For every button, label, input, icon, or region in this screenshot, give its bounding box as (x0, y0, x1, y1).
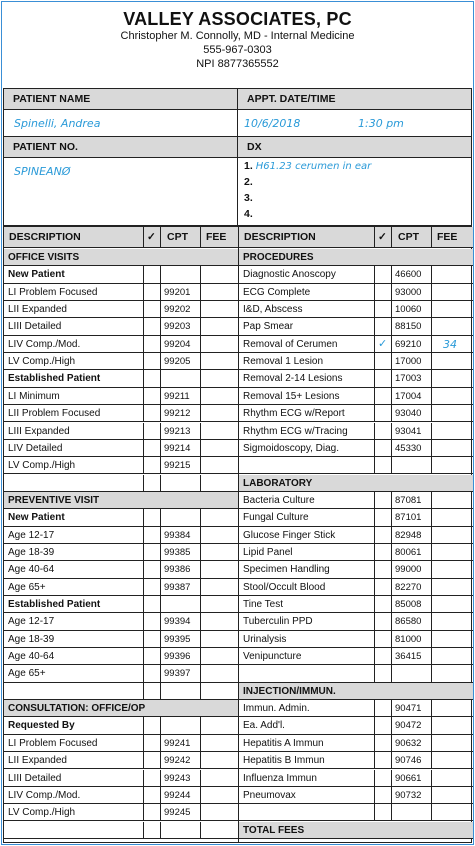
code-row[interactable] (239, 631, 473, 648)
row-description: LII Expanded (8, 755, 67, 767)
row-cpt: 17000 (395, 356, 422, 368)
code-row[interactable] (4, 405, 238, 422)
row-description: PROCEDURES (243, 252, 314, 263)
code-row[interactable] (239, 423, 473, 440)
code-row[interactable] (239, 266, 473, 283)
row-cpt: 93041 (395, 425, 422, 437)
dx-text: H61.23 cerumen in ear (255, 161, 372, 172)
code-row[interactable] (4, 318, 238, 335)
practice-npi: NPI 8877365552 (196, 58, 279, 70)
row-description: LI Minimum (8, 390, 60, 402)
section-header (239, 822, 473, 839)
code-row[interactable] (239, 648, 473, 665)
code-row[interactable] (239, 284, 473, 301)
row-description: Age 40-64 (8, 651, 55, 663)
row-cpt: 99214 (164, 442, 191, 454)
row-description: LI Problem Focused (8, 286, 98, 298)
row-description: Age 18-39 (8, 546, 55, 558)
dx-line[interactable] (244, 160, 371, 176)
practice-name: VALLEY ASSOCIATES, PC (123, 9, 352, 29)
code-row[interactable] (239, 770, 473, 787)
row-description: LIV Comp./Mod. (8, 338, 81, 350)
row-cpt: 85008 (395, 599, 422, 610)
doctor-name: Christopher M. Connolly, MD - Internal Medicine (120, 30, 355, 42)
row-description: TOTAL FEES (243, 824, 305, 836)
dx-number: 1. (244, 160, 253, 172)
dx-label: DX (238, 137, 471, 157)
row-cpt: 69210 (395, 338, 422, 350)
row-cpt: 87101 (395, 512, 422, 524)
code-row[interactable] (239, 492, 473, 509)
appt-label: APPT. DATE/TIME (238, 89, 471, 109)
code-row[interactable] (239, 561, 473, 578)
row-description: Removal of Cerumen (243, 338, 338, 350)
row-description: LIII Detailed (8, 321, 62, 333)
patient-no-label: PATIENT NO. (4, 137, 237, 157)
row-cpt: 99201 (164, 286, 191, 298)
code-row[interactable] (4, 822, 238, 839)
row-description: Removal 2-14 Lesions (243, 373, 343, 385)
code-row[interactable] (239, 717, 473, 734)
code-row[interactable] (4, 561, 238, 578)
row-cpt: 45330 (395, 442, 422, 454)
code-row[interactable] (239, 527, 473, 544)
row-description: Urinalysis (243, 633, 287, 645)
code-row[interactable] (4, 388, 238, 405)
row-description: Ea. Add'l. (243, 720, 285, 732)
row-description: Immun. Admin. (243, 703, 310, 715)
code-row[interactable] (239, 804, 473, 821)
row-description: Rhythm ECG w/Tracing (243, 425, 348, 437)
row-description: Lipid Panel (243, 546, 293, 558)
code-row[interactable] (239, 544, 473, 561)
row-cpt: 99397 (164, 668, 191, 680)
row-fee[interactable]: 34 (443, 337, 457, 351)
row-cpt: 99394 (164, 616, 191, 628)
row-cpt: 99215 (164, 460, 191, 472)
row-description: Tine Test (243, 599, 284, 610)
appt-time-value[interactable]: 1:30 pm (358, 117, 404, 130)
row-description: Tuberculin PPD (243, 616, 313, 628)
codes-grid (3, 226, 472, 843)
row-description: Age 40-64 (8, 564, 55, 576)
code-row (4, 266, 238, 283)
column-header (239, 227, 473, 248)
row-description: I&D, Abscess (243, 304, 303, 316)
row-description: Rhythm ECG w/Report (243, 408, 345, 420)
row-description: Bacteria Culture (243, 494, 315, 506)
code-row[interactable] (4, 648, 238, 665)
code-row[interactable] (239, 509, 473, 526)
row-description: LABORATORY (243, 477, 313, 489)
check-mark-icon[interactable]: ✓ (378, 337, 388, 350)
patient-name-value[interactable]: Spinelli, Andrea (14, 117, 101, 130)
code-row (4, 596, 238, 613)
row-cpt: 46600 (395, 269, 422, 281)
code-row[interactable] (4, 440, 238, 457)
code-row[interactable] (4, 284, 238, 301)
header-desc: DESCRIPTION (9, 231, 81, 243)
row-cpt: 17004 (395, 390, 422, 402)
row-cpt: 90472 (395, 720, 422, 732)
header-fee: FEE (206, 231, 227, 243)
code-row[interactable] (4, 770, 238, 787)
row-cpt: 99000 (395, 564, 422, 576)
row-description: Removal 1 Lesion (243, 356, 324, 368)
dx-number: 3. (244, 192, 253, 204)
section-header (239, 249, 473, 266)
dx-number: 4. (244, 208, 253, 220)
row-cpt: 90661 (395, 772, 422, 784)
code-row[interactable] (4, 527, 238, 544)
code-row[interactable] (4, 544, 238, 561)
row-cpt: 82948 (395, 529, 422, 541)
row-description: LIV Comp./Mod. (8, 789, 81, 801)
code-row[interactable] (4, 631, 238, 648)
row-description: CONSULTATION: OFFICE/OP (8, 703, 146, 715)
row-cpt: 99213 (164, 425, 191, 437)
left-column (4, 227, 239, 842)
row-cpt: 99211 (164, 390, 190, 402)
row-description: Sigmoidoscopy, Diag. (243, 442, 339, 454)
code-row[interactable] (239, 665, 473, 682)
row-description: Age 65+ (8, 581, 46, 593)
code-row[interactable] (239, 613, 473, 630)
patient-no-value[interactable]: SPINEANØ (14, 165, 71, 178)
row-cpt: 90632 (395, 737, 422, 749)
row-description: New Patient (8, 269, 65, 281)
row-description: Glucose Finger Stick (243, 529, 336, 541)
header-fee: FEE (437, 231, 458, 243)
dx-line[interactable] (244, 192, 256, 208)
row-cpt: 99384 (164, 529, 191, 541)
row-description: Influenza Immun (243, 772, 317, 784)
row-cpt: 82270 (395, 581, 422, 593)
row-description: Age 12-17 (8, 616, 55, 628)
row-description: Requested By (8, 720, 75, 732)
row-cpt: 17003 (395, 373, 422, 385)
code-row[interactable] (239, 596, 473, 613)
row-description: Diagnostic Anoscopy (243, 269, 336, 281)
code-row[interactable] (4, 613, 238, 630)
row-cpt: 99395 (164, 633, 191, 645)
row-cpt: 87081 (395, 494, 422, 506)
row-description: LV Comp./High (8, 356, 76, 368)
code-row[interactable] (4, 752, 238, 769)
row-description: Pap Smear (243, 321, 294, 333)
row-cpt: 99212 (164, 408, 191, 420)
code-row[interactable] (239, 318, 473, 335)
code-row[interactable] (4, 457, 238, 474)
code-row[interactable] (239, 388, 473, 405)
section-header (4, 492, 238, 509)
code-row[interactable] (4, 423, 238, 440)
section-header (4, 700, 238, 717)
code-row[interactable] (4, 579, 238, 596)
section-header (239, 475, 473, 492)
row-cpt: 99386 (164, 564, 191, 576)
code-row[interactable] (4, 683, 238, 700)
row-description: Removal 15+ Lesions (243, 390, 340, 402)
row-cpt: 99396 (164, 651, 191, 663)
row-description: Fungal Culture (243, 512, 309, 524)
row-description: INJECTION/IMMUN. (243, 685, 336, 697)
code-row[interactable] (239, 405, 473, 422)
code-row[interactable] (239, 457, 473, 474)
code-row (4, 717, 238, 734)
row-cpt: 99242 (164, 755, 191, 767)
row-description: ECG Complete (243, 286, 311, 298)
row-cpt: 81000 (395, 633, 422, 645)
row-cpt: 10060 (395, 304, 422, 316)
row-cpt: 90732 (395, 789, 422, 801)
appt-date-value[interactable]: 10/6/2018 (244, 117, 301, 130)
row-description: New Patient (8, 512, 65, 524)
row-cpt: 86580 (395, 616, 422, 628)
row-description: LI Problem Focused (8, 737, 98, 749)
code-row[interactable] (4, 665, 238, 682)
dx-line[interactable] (244, 208, 256, 224)
code-row[interactable] (239, 700, 473, 717)
row-cpt: 90471 (395, 703, 422, 715)
row-cpt: 36415 (395, 651, 422, 663)
code-row[interactable] (4, 336, 238, 353)
row-description: Hepatitis B Immun (243, 755, 325, 767)
code-row[interactable] (239, 579, 473, 596)
header-check: ✓ (378, 231, 387, 243)
row-description: LIV Detailed (8, 442, 63, 454)
row-cpt: 90746 (395, 755, 422, 767)
header-cpt: CPT (167, 231, 188, 243)
row-description: Hepatitis A Immun (243, 737, 324, 749)
section-header (4, 249, 238, 266)
row-cpt: 99202 (164, 304, 191, 316)
row-description: LIII Expanded (8, 425, 70, 437)
row-description: Established Patient (8, 373, 101, 385)
code-row[interactable] (239, 752, 473, 769)
row-description: Age 12-17 (8, 529, 55, 541)
right-column (239, 227, 473, 842)
code-row[interactable] (4, 735, 238, 752)
code-row[interactable] (239, 787, 473, 804)
row-description: LV Comp./High (8, 460, 76, 472)
row-cpt: 99245 (164, 807, 191, 819)
row-description: Established Patient (8, 599, 101, 610)
code-row[interactable] (239, 440, 473, 457)
code-row[interactable] (4, 353, 238, 370)
code-row[interactable] (4, 301, 238, 318)
row-description: Age 18-39 (8, 633, 55, 645)
code-row[interactable] (239, 735, 473, 752)
row-cpt: 80061 (395, 546, 422, 558)
row-cpt: 99387 (164, 581, 191, 593)
code-row[interactable] (4, 787, 238, 804)
row-description: LIII Detailed (8, 772, 62, 784)
row-cpt: 88150 (395, 321, 422, 333)
row-cpt: 99205 (164, 356, 191, 368)
patient-name-label: PATIENT NAME (4, 89, 237, 109)
row-description: LV Comp./High (8, 807, 76, 819)
row-cpt: 99244 (164, 789, 191, 801)
row-cpt: 99204 (164, 338, 191, 350)
header-check: ✓ (147, 231, 156, 243)
practice-phone: 555-967-0303 (203, 44, 272, 56)
row-description: OFFICE VISITS (8, 252, 80, 263)
row-description: LII Problem Focused (8, 408, 101, 420)
row-description: Pneumovax (243, 789, 296, 801)
row-cpt: 99241 (164, 737, 191, 749)
row-cpt: 99203 (164, 321, 191, 333)
code-row[interactable] (239, 353, 473, 370)
code-row (4, 509, 238, 526)
row-cpt: 99385 (164, 546, 191, 558)
header-cpt: CPT (398, 231, 419, 243)
code-row[interactable] (239, 370, 473, 387)
dx-line[interactable] (244, 176, 256, 192)
row-cpt: 93000 (395, 286, 422, 298)
row-cpt: 99243 (164, 772, 191, 784)
row-description: Stool/Occult Blood (243, 581, 326, 593)
row-description: PREVENTIVE VISIT (8, 494, 100, 506)
code-row[interactable] (4, 804, 238, 821)
column-header (4, 227, 238, 248)
row-description: Age 65+ (8, 668, 46, 680)
code-row[interactable] (239, 301, 473, 318)
code-row[interactable] (4, 475, 238, 492)
row-description: Specimen Handling (243, 564, 330, 576)
row-description: Venipuncture (243, 651, 302, 663)
header-desc: DESCRIPTION (244, 231, 316, 243)
code-row[interactable] (239, 336, 473, 353)
dx-number: 2. (244, 176, 253, 188)
row-description: LII Expanded (8, 304, 67, 316)
code-row (4, 370, 238, 387)
row-cpt: 93040 (395, 408, 422, 420)
section-header (239, 683, 473, 700)
